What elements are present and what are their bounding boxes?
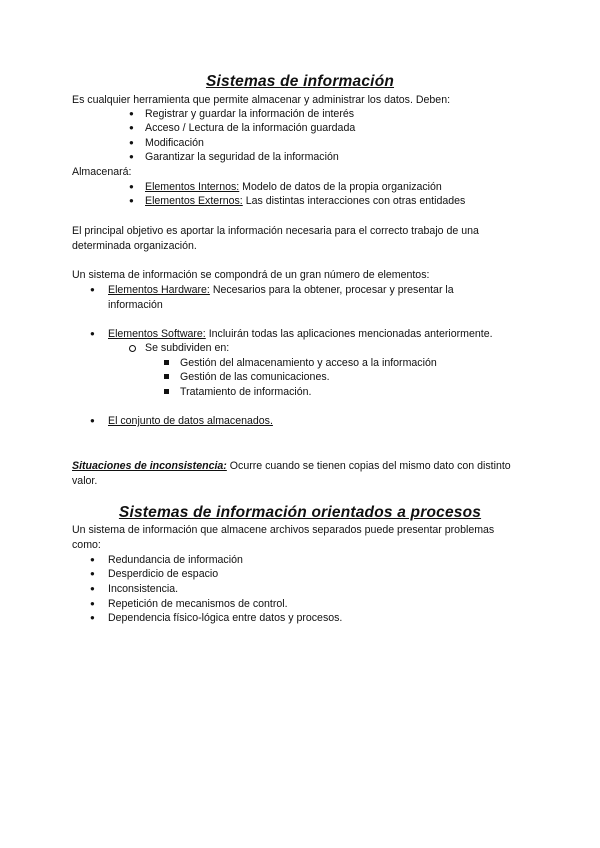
list-item: Garantizar la seguridad de la información	[145, 151, 339, 163]
elements-intro: Un sistema de información se compondrá de un gran número de elementos:	[72, 269, 430, 281]
list-item-hardware	[108, 283, 478, 312]
list-item-software	[108, 327, 493, 342]
bullet-icon: ●	[90, 329, 95, 338]
term-external-desc: Las distintas interacciones con otras entidades	[242, 195, 466, 207]
list-item	[145, 194, 465, 209]
list-item: Repetición de mecanismos de control.	[108, 598, 288, 610]
list-item	[145, 180, 442, 195]
section2-intro: Un sistema de información que almacene archivos separados puede presentar problemas como:	[72, 524, 495, 551]
term-software-desc: Incluirán todas las aplicaciones mencionadas anteriormente.	[205, 328, 493, 340]
list-item: Desperdicio de espacio	[108, 568, 219, 580]
bullet-icon: ●	[90, 599, 95, 608]
bullet-icon: ●	[129, 138, 134, 147]
bullet-icon: ●	[90, 569, 95, 578]
term-internal-desc: Modelo de datos de la propia organización	[239, 181, 442, 193]
intro-paragraph: Es cualquier herramienta que permite almacenar y administrar los datos. Deben:	[72, 94, 451, 106]
list-item: Tratamiento de información.	[180, 386, 312, 398]
bullet-icon: ●	[90, 613, 95, 622]
inconsistency-desc: Ocurre cuando se tienen copias del mismo dato con distinto valor.	[72, 460, 511, 487]
stores-label: Almacenará:	[72, 166, 132, 178]
inconsistency-paragraph	[72, 459, 512, 488]
term-external: Elementos Externos:	[145, 195, 243, 207]
term-hardware-desc: Necesarios para la obtener, procesar y presentar la información	[108, 284, 454, 311]
bullet-icon: ●	[129, 109, 134, 118]
list-item: Acceso / Lectura de la información guardada	[145, 122, 356, 134]
list-item: Dependencia físico-lógica entre datos y procesos.	[108, 612, 343, 624]
bullet-icon: ●	[90, 416, 95, 425]
square-bullet-icon	[164, 360, 169, 365]
list-item: Gestión del almacenamiento y acceso a la información	[180, 357, 437, 369]
section-title-sistemas: Sistemas de información	[205, 73, 395, 90]
bullet-icon: ●	[90, 555, 95, 564]
term-hardware: Elementos Hardware:	[108, 284, 210, 296]
subdivide-label: Se subdividen en:	[145, 342, 230, 354]
objective-paragraph: El principal objetivo es aportar la información necesaria para el correcto trabajo de una determinada organización.	[72, 225, 479, 252]
term-internal: Elementos Internos:	[145, 181, 240, 193]
list-item: Inconsistencia.	[108, 583, 179, 595]
bullet-icon: ●	[90, 285, 95, 294]
bullet-icon: ●	[90, 584, 95, 593]
list-item-data-set: El conjunto de datos almacenados.	[108, 415, 273, 427]
list-item: Redundancia de información	[108, 554, 243, 566]
bullet-icon: ●	[129, 152, 134, 161]
list-item: Gestión de las comunicaciones.	[180, 371, 330, 383]
list-item: Modificación	[145, 137, 204, 149]
section-title-procesos: Sistemas de información orientados a procesos	[118, 504, 482, 521]
circle-bullet-icon	[129, 345, 136, 352]
inconsistency-term: Situaciones de inconsistencia:	[72, 460, 227, 472]
list-item: Registrar y guardar la información de interés	[145, 108, 355, 120]
term-software: Elementos Software:	[108, 328, 206, 340]
bullet-icon: ●	[129, 182, 134, 191]
square-bullet-icon	[164, 374, 169, 379]
bullet-icon: ●	[129, 196, 134, 205]
bullet-icon: ●	[129, 123, 134, 132]
square-bullet-icon	[164, 389, 169, 394]
